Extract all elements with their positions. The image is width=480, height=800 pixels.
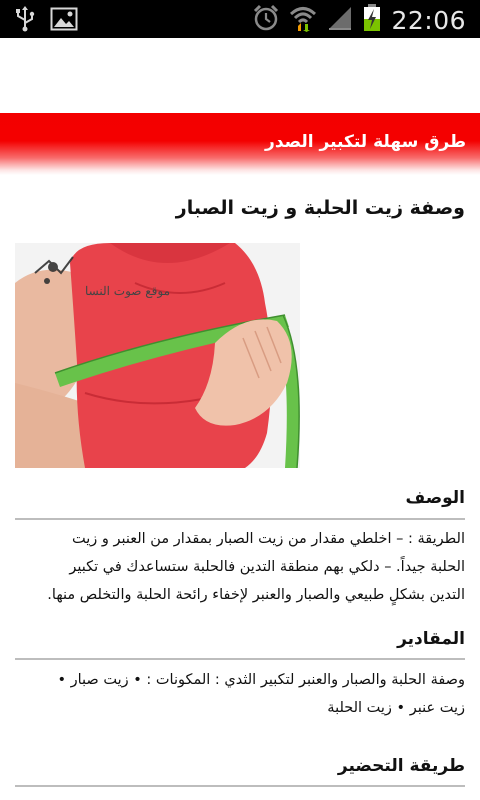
ingredients-text [15, 666, 465, 722]
description-line: الحلبة جيداً. – دلكي بهم منطقة التدين فالحلبة ستساعدك في تكبير [69, 559, 465, 575]
section-divider [15, 785, 465, 787]
section-heading-ingredients: المقادير [397, 629, 465, 649]
article-image[interactable] [15, 243, 300, 468]
category-header [0, 113, 480, 175]
description-line: التدين بشكلٍ طبيعي والصبار والعنبر لإخفاء رائحة الحلبة والتخلص منها. [47, 587, 465, 603]
ingredients-line: وصفة الحلبة والصبار والعنبر لتكبير الثدي : المكونات : • زيت صبار • [57, 672, 465, 688]
section-divider [15, 518, 465, 520]
article-title: وصفة زيت الحلبة و زيت الصبار [175, 197, 465, 219]
article-photo-graphic [15, 243, 300, 468]
status-time: 22:06 [391, 5, 466, 35]
description-text [15, 525, 465, 609]
image-watermark: موقع صوت النسا [85, 284, 171, 298]
signal-icon [327, 5, 353, 35]
alarm-icon [253, 4, 279, 36]
section-heading-preparation: طريقة التحضير [337, 756, 465, 776]
category-title[interactable]: طرق سهلة لتكبير الصدر [265, 132, 466, 152]
status-bar-notifications [14, 6, 78, 36]
battery-charging-icon [363, 4, 381, 36]
status-bar-system [253, 4, 466, 36]
section-divider [15, 658, 465, 660]
section-heading-description: الوصف [405, 488, 465, 508]
description-line: الطريقة : – اخلطي مقدار من زيت الصبار بمقدار من العنبر و زيت [71, 531, 465, 547]
image-icon [50, 7, 78, 35]
usb-icon [14, 6, 36, 36]
wifi-icon [289, 4, 317, 36]
status-bar [0, 0, 480, 38]
ingredients-line: زيت عنبر • زيت الحلبة [327, 700, 465, 716]
